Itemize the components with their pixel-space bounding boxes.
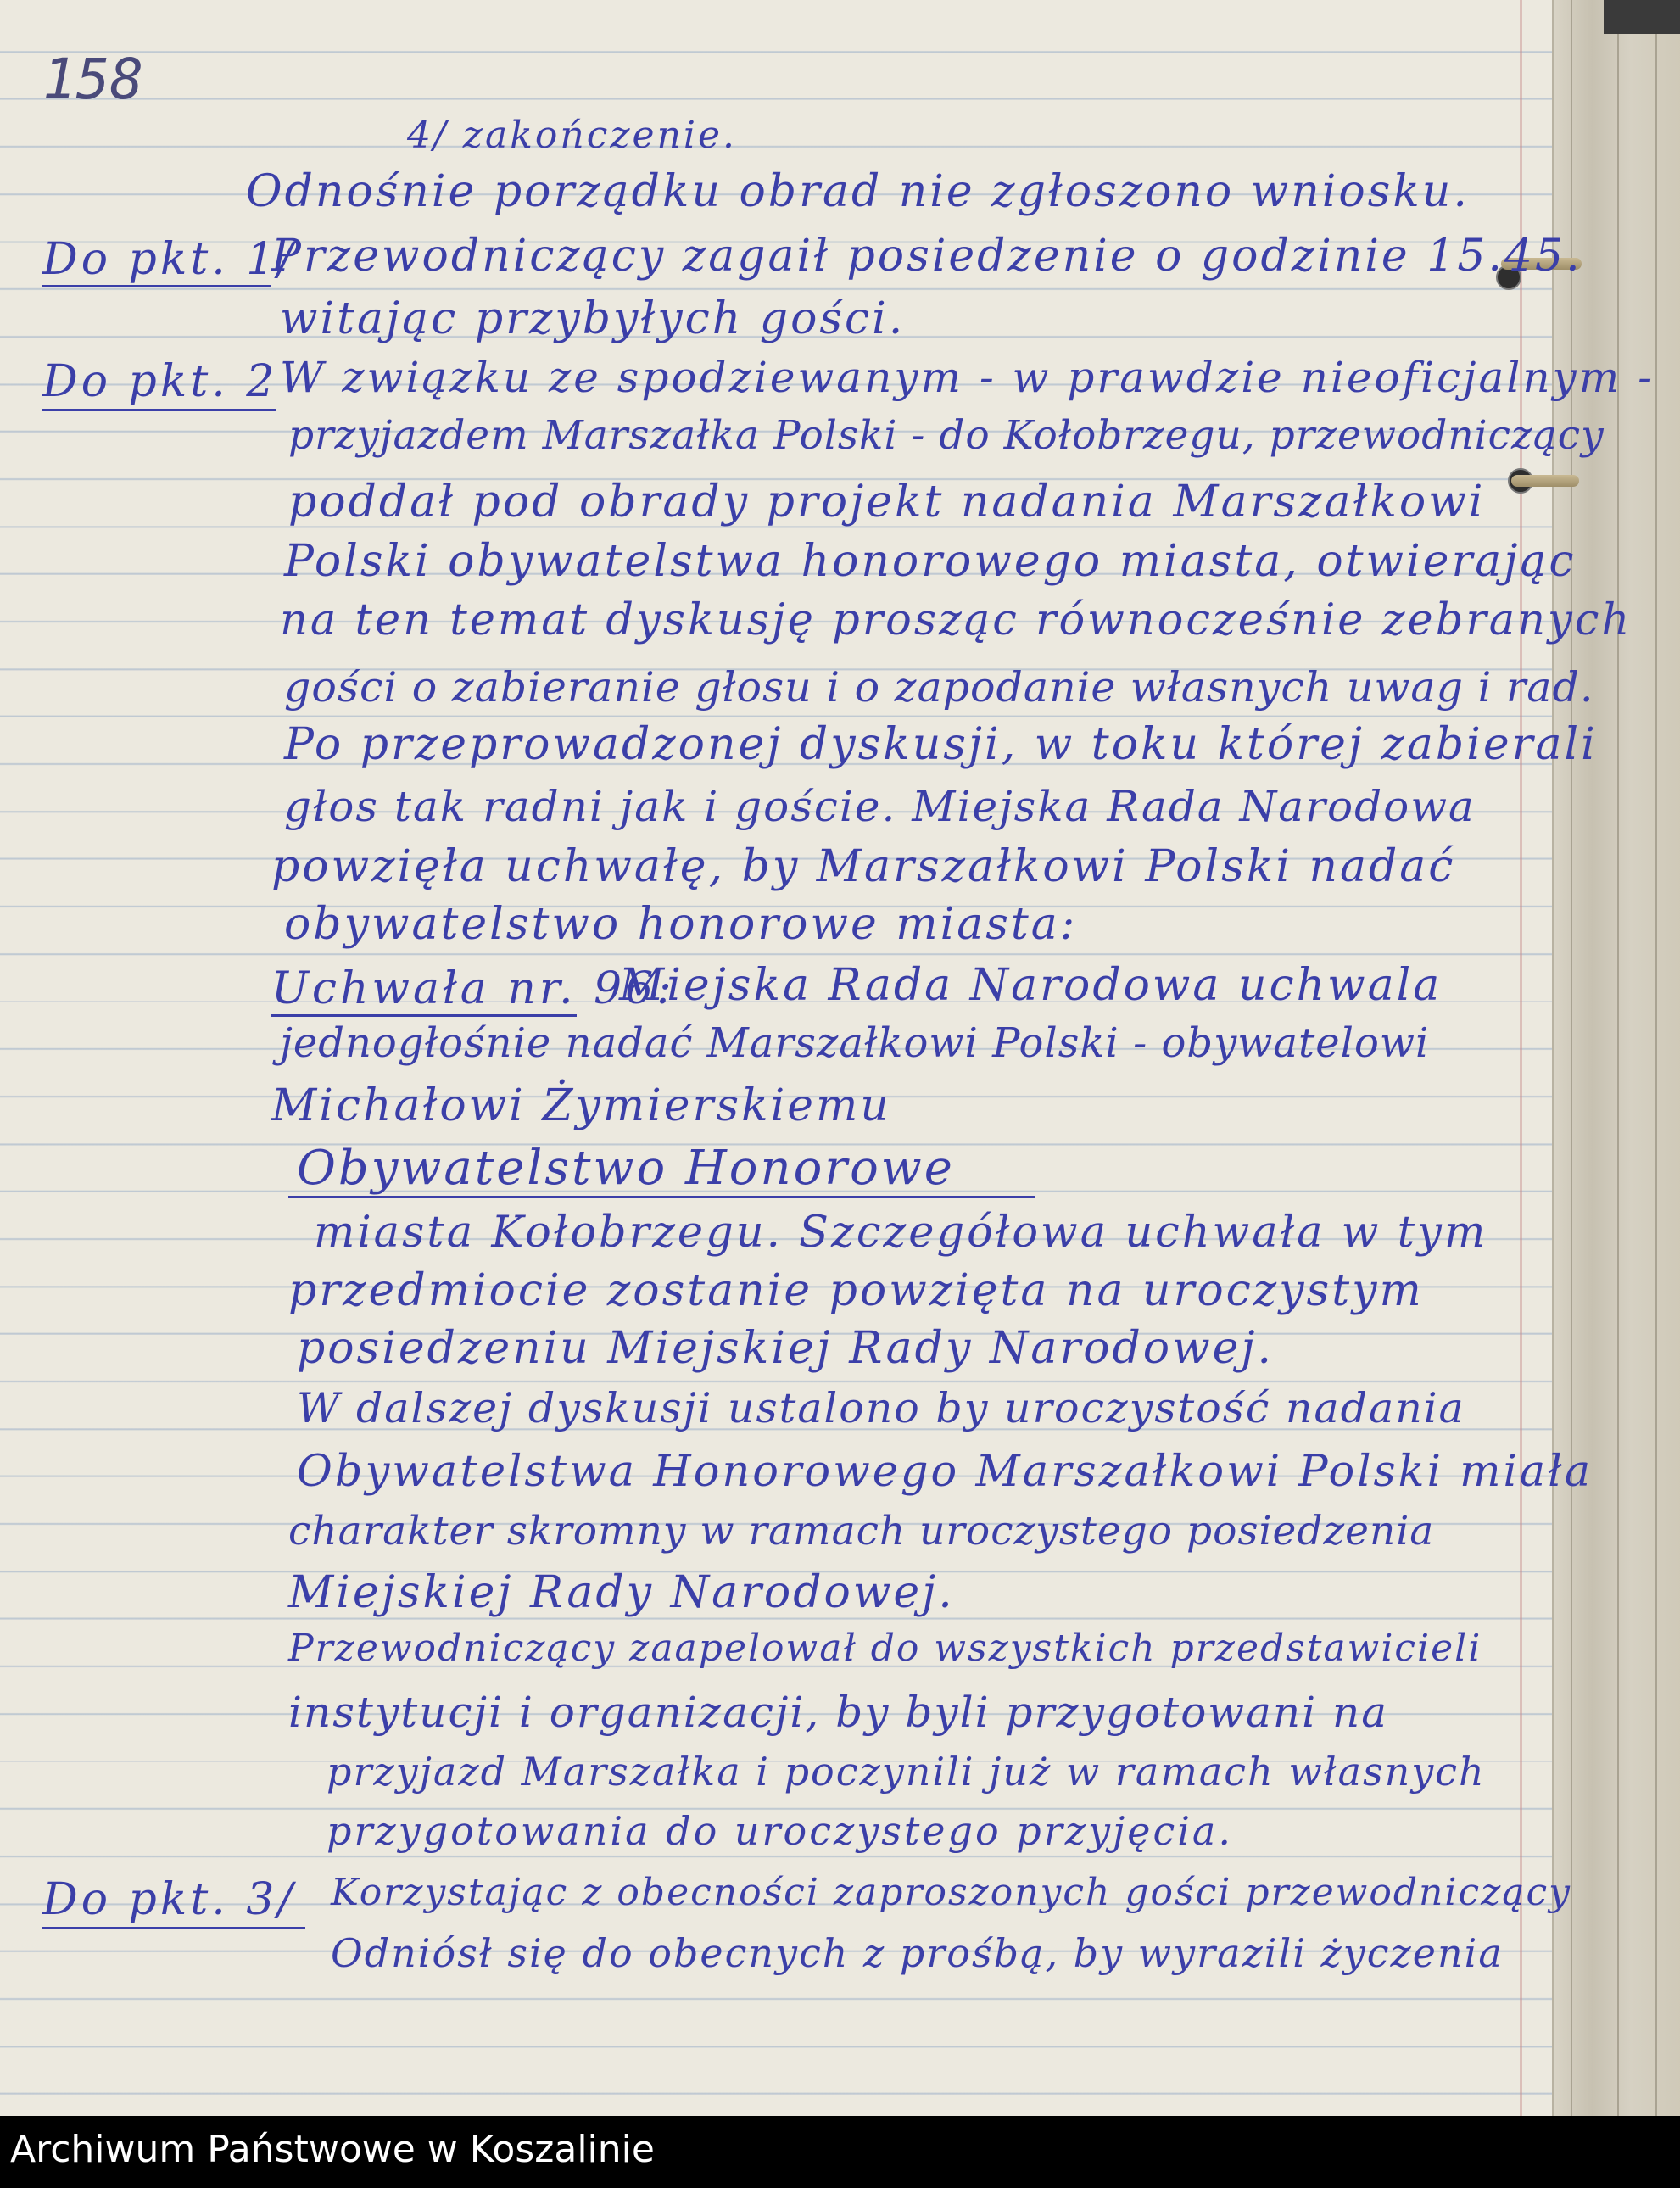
archive-footer: [0, 2116, 1680, 2188]
label-underline: [271, 1014, 577, 1017]
text-line: Korzystając z obecności zaproszonych gości przewodniczący: [331, 1871, 1572, 1914]
text-line: obywatelstwo honorowe miasta:: [284, 899, 1078, 950]
section-label: Uchwała nr. 96:: [271, 963, 675, 1014]
text-line: przyjazd Marszałka i poczynili już w ramach własnych: [327, 1749, 1486, 1794]
text-line: Przewodniczący zagaił posiedzenie o godzinie 15.45.: [271, 231, 1582, 282]
section-label: Do pkt. 2: [42, 356, 278, 407]
text-line: Polski obywatelstwa honorowego miasta, otwierając: [284, 536, 1577, 587]
section-label: Do pkt. 1/: [42, 234, 296, 285]
text-line: głos tak radni jak i goście. Miejska Rada Narodowa: [284, 782, 1476, 831]
text-line: Obywatelstwa Honorowego Marszałkowi Polski miała: [297, 1447, 1593, 1497]
text-line: na ten temat dyskusję prosząc równocześnie zebranych: [280, 595, 1633, 645]
text-line: gości o zabieranie głosu i o zapodanie własnych uwag i rad.: [284, 663, 1594, 712]
text-line: jednogłośnie nadać Marszałkowi Polski - obywatelowi: [280, 1019, 1430, 1067]
text-line: Michałowi Żymierskiemu: [271, 1080, 891, 1131]
binding-string-icon: [1511, 475, 1579, 487]
margin-line: [1520, 0, 1522, 2116]
title-line: Obywatelstwo Honorowe: [297, 1141, 955, 1196]
text-line: Odnośnie porządku obrad nie zgłoszono wniosku.: [246, 166, 1470, 217]
heading: 4/ zakończenie.: [407, 114, 738, 157]
label-underline: [42, 285, 271, 287]
text-line: posiedzeniu Miejskiej Rady Narodowej.: [297, 1323, 1275, 1374]
text-line: miasta Kołobrzegu. Szczegółowa uchwała w tym: [314, 1208, 1488, 1258]
text-line: Odniósł się do obecnych z prośbą, by wyrazili życzenia: [331, 1930, 1504, 1976]
text-line: powzięła uchwałę, by Marszałkowi Polski nadać: [271, 841, 1456, 892]
title-underline: [288, 1196, 1035, 1198]
text-line: W związku ze spodziewanym - w prawdzie nieoficjalnym -: [280, 353, 1655, 402]
page-number: 158: [42, 47, 144, 112]
text-line: Miejskiej Rady Narodowej.: [288, 1567, 955, 1618]
text-line: przyjazdem Marszałka Polski - do Kołobrzegu, przewodniczący: [288, 412, 1605, 459]
archive-name: Archiwum Państwowe w Koszalinie: [10, 2128, 655, 2171]
text-line: Przewodniczący zaapelował do wszystkich przedstawicieli: [288, 1627, 1482, 1670]
section-label: Do pkt. 3/: [42, 1874, 296, 1925]
text-line: witając przybyłych gości.: [280, 293, 906, 344]
label-underline: [42, 1927, 305, 1929]
text-line: instytucji i organizacji, by byli przygotowani na: [288, 1688, 1388, 1737]
notebook-binding: [1552, 0, 1680, 2116]
text-line: charakter skromny w ramach uroczystego posiedzenia: [288, 1508, 1435, 1554]
text-line: przygotowania do uroczystego przyjęcia.: [327, 1808, 1233, 1854]
cover-corner: [1604, 0, 1680, 34]
text-line: Miejska Rada Narodowa uchwala: [619, 960, 1443, 1011]
text-line: Po przeprowadzonej dyskusji, w toku której zabierali: [284, 719, 1598, 770]
text-line: przedmiocie zostanie powzięta na uroczystym: [288, 1265, 1424, 1316]
text-line: poddał pod obrady projekt nadania Marszałkowi: [288, 477, 1486, 527]
label-underline: [42, 409, 276, 411]
text-line: W dalszej dyskusji ustalono by uroczystość nadania: [297, 1384, 1465, 1432]
